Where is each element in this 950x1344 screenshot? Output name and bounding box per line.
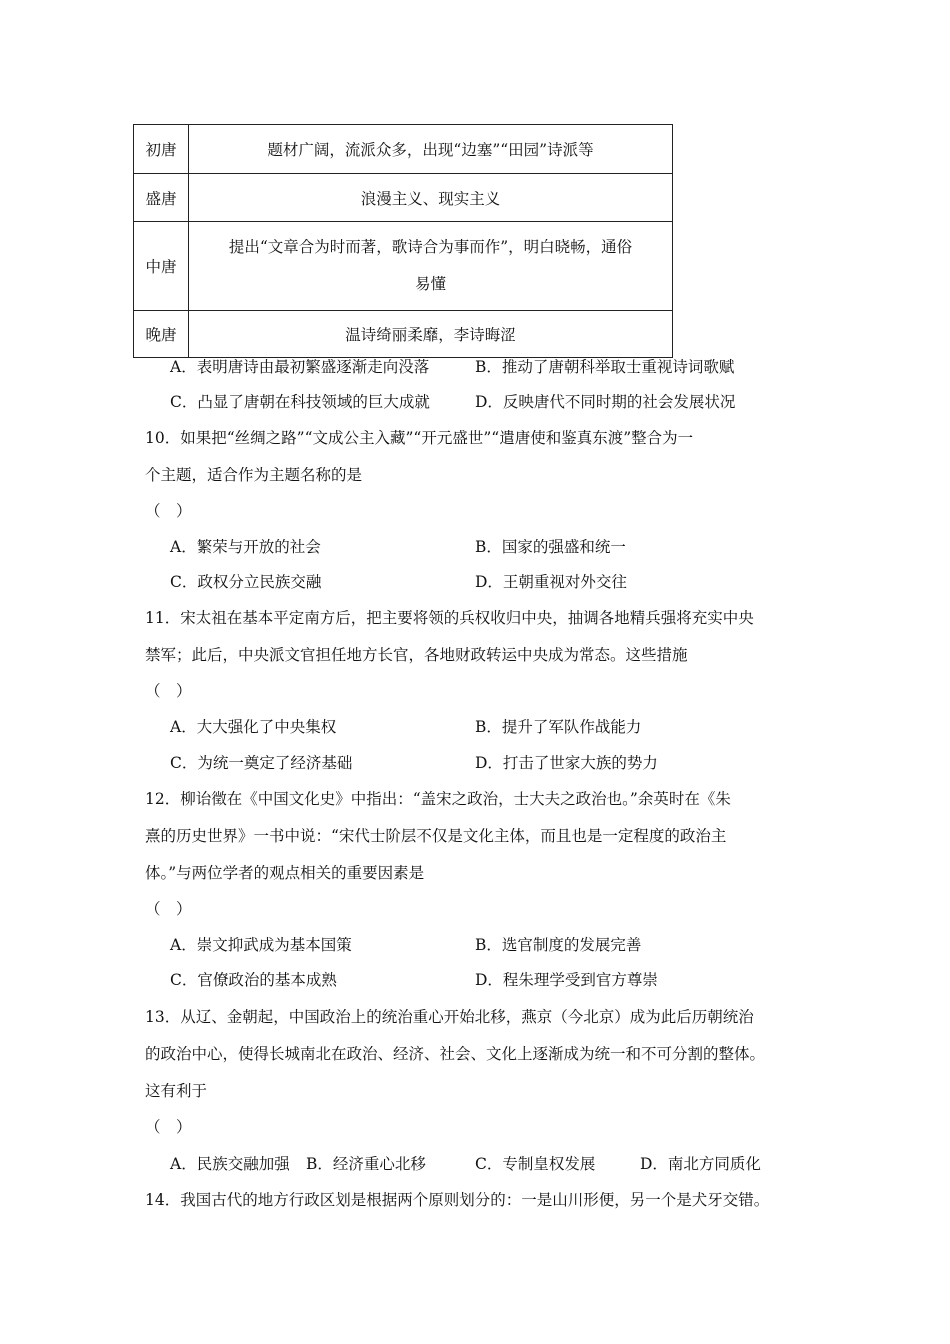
poetry-era-table <box>133 124 673 358</box>
q11-option-a[interactable]: A．大大强化了中央集权 <box>170 718 337 736</box>
q11-option-c[interactable]: C．为统一奠定了经济基础 <box>170 754 353 772</box>
table-row <box>134 174 673 222</box>
q13-option-a[interactable]: A．民族交融加强 <box>170 1155 290 1173</box>
q12-option-b[interactable]: B．选官制度的发展完善 <box>475 936 642 954</box>
q10-option-d[interactable]: D．王朝重视对外交往 <box>475 573 627 591</box>
q13-option-b[interactable]: B．经济重心北移 <box>306 1155 426 1173</box>
era-cell: 中唐 <box>134 222 189 311</box>
q11-stem-line: 禁军；此后，中央派文官担任地方长官，各地财政转运中央成为常态。这些措施 <box>145 646 688 664</box>
q14-stem-line: 14．我国古代的地方行政区划是根据两个原则划分的：一是山川形便，另一个是犬牙交错。 <box>145 1191 770 1209</box>
desc-cell <box>189 222 673 311</box>
q11-answer-paren: （ ） <box>145 682 192 700</box>
desc-cell: 浪漫主义、现实主义 <box>189 174 673 222</box>
q12-option-a[interactable]: A．崇文抑武成为基本国策 <box>170 936 352 954</box>
q10-stem-line: 个主题，适合作为主题名称的是 <box>145 466 363 484</box>
q13-stem-line: 13．从辽、金朝起，中国政治上的统治重心开始北移，燕京（今北京）成为此后历朝统治 <box>145 1008 754 1026</box>
q11-option-d[interactable]: D．打击了世家大族的势力 <box>475 754 658 772</box>
desc-cell: 题材广阔，流派众多，出现“边塞”“田园”诗派等 <box>189 125 673 174</box>
q9-option-a[interactable]: A．表明唐诗由最初繁盛逐渐走向没落 <box>170 358 430 376</box>
q13-stem-line: 这有利于 <box>145 1082 208 1100</box>
q11-option-b[interactable]: B．提升了军队作战能力 <box>475 718 642 736</box>
q13-stem-line: 的政治中心，使得长城南北在政治、经济、社会、文化上逐渐成为统一和不可分割的整体。 <box>145 1045 766 1063</box>
q12-stem-line: 体。”与两位学者的观点相关的重要因素是 <box>145 864 425 882</box>
q10-option-b[interactable]: B．国家的强盛和统一 <box>475 538 626 556</box>
era-cell: 晚唐 <box>134 311 189 358</box>
q12-option-c[interactable]: C．官僚政治的基本成熟 <box>170 971 337 989</box>
q10-answer-paren: （ ） <box>145 502 192 520</box>
q9-option-d[interactable]: D．反映唐代不同时期的社会发展状况 <box>475 393 736 411</box>
q13-option-c[interactable]: C．专制皇权发展 <box>475 1155 596 1173</box>
table-row <box>134 125 673 174</box>
q10-option-a[interactable]: A．繁荣与开放的社会 <box>170 538 321 556</box>
q10-option-c[interactable]: C．政权分立民族交融 <box>170 573 322 591</box>
desc-line: 易懂 <box>414 275 446 293</box>
q12-stem-line: 熹的历史世界》一书中说：“宋代士阶层不仅是文化主体，而且也是一定程度的政治主 <box>145 827 727 845</box>
q11-stem-line: 11．宋太祖在基本平定南方后，把主要将领的兵权收归中央，抽调各地精兵强将充实中央 <box>145 609 754 627</box>
q10-stem-line: 10．如果把“丝绸之路”“文成公主入藏”“开元盛世”“遣唐使和鉴真东渡”整合为一 <box>145 429 694 447</box>
q13-answer-paren: （ ） <box>145 1118 192 1136</box>
q13-option-d[interactable]: D．南北方同质化 <box>640 1155 761 1173</box>
era-cell: 初唐 <box>134 125 189 174</box>
desc-cell: 温诗绮丽柔靡，李诗晦涩 <box>189 311 673 358</box>
q9-option-c[interactable]: C．凸显了唐朝在科技领域的巨大成就 <box>170 393 430 411</box>
table-row <box>134 311 673 358</box>
table-row <box>134 222 673 311</box>
desc-line: 提出“文章合为时而著，歌诗合为事而作”，明白晓畅，通俗 <box>228 238 633 256</box>
q12-stem-line: 12．柳诒徵在《中国文化史》中指出：“盖宋之政治，士大夫之政治也。”余英时在《朱 <box>145 790 731 808</box>
q12-option-d[interactable]: D．程朱理学受到官方尊崇 <box>475 971 658 989</box>
era-cell: 盛唐 <box>134 174 189 222</box>
q12-answer-paren: （ ） <box>145 900 192 918</box>
q9-option-b[interactable]: B．推动了唐朝科举取士重视诗词歌赋 <box>475 358 735 376</box>
